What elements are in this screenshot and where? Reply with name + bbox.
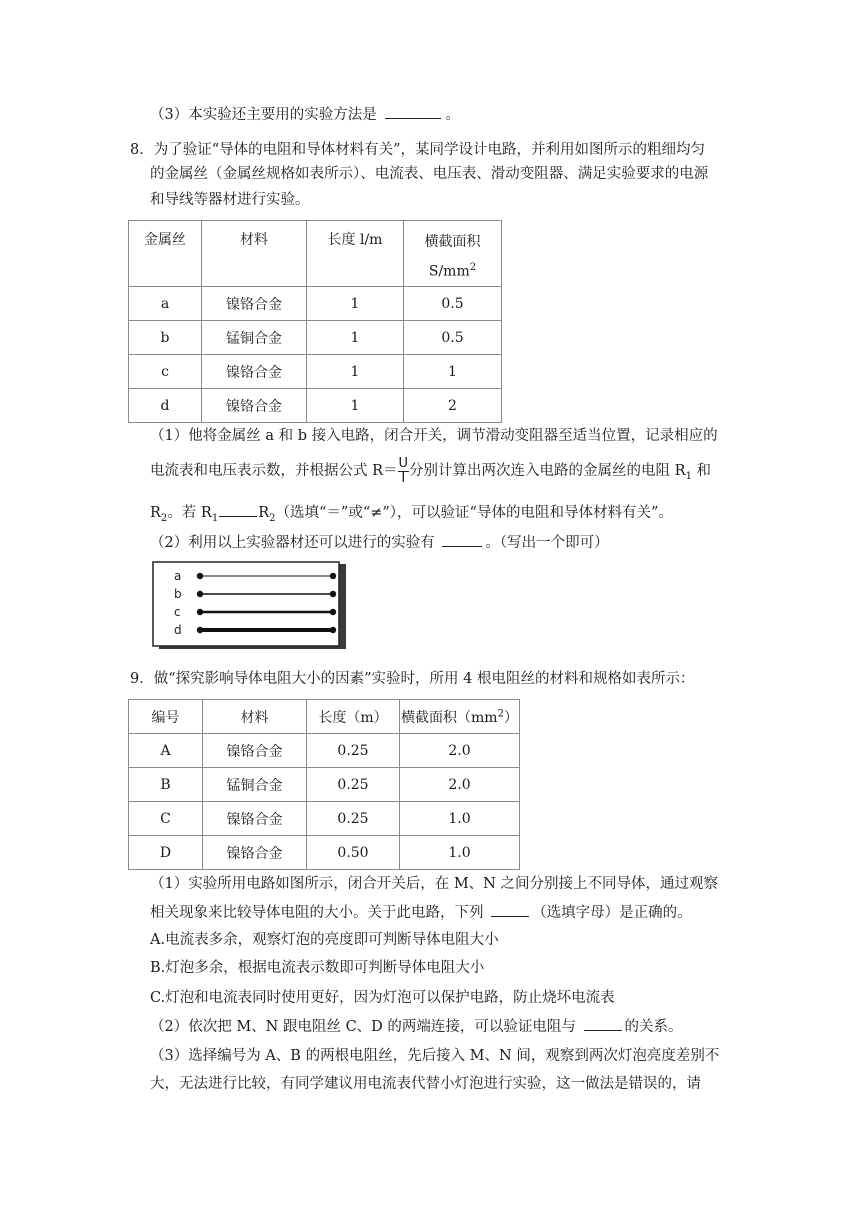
table-cell: 2.0 bbox=[400, 768, 520, 802]
table-cell: 0.5 bbox=[404, 287, 502, 321]
answer-blank[interactable] bbox=[584, 1016, 622, 1031]
table-cell: 0.5 bbox=[404, 321, 502, 355]
table-header: 材料 bbox=[203, 700, 307, 734]
metal-wires-figure bbox=[150, 561, 350, 651]
option-b: B.灯泡多余，根据电流表示数即可判断导体电阻大小 bbox=[150, 960, 485, 976]
wire-label-c: c bbox=[174, 605, 181, 619]
table-cell: 1 bbox=[404, 355, 502, 389]
table-cell: 0.25 bbox=[307, 734, 400, 768]
option-a: A.电流表多余，观察灯泡的亮度即可判断导体电阻大小 bbox=[150, 932, 499, 948]
table-header-area: 横截面积$(mm^2)$ bbox=[400, 700, 520, 734]
wire-label-d: d bbox=[174, 623, 182, 637]
answer-blank[interactable] bbox=[219, 502, 257, 517]
table-cell: 镍铬合金 bbox=[203, 734, 307, 768]
q8-intro-line1: 8．为了验证“导体的电阻和导体材料有关”，某同学设计电路，并利用如图所示的粗细均匀 bbox=[130, 142, 706, 158]
q9-intro: 9．做“探究影响导体电阻大小的因素”实验时，所用 4 根电阻丝的材料和规格如表所示： bbox=[130, 671, 695, 687]
q7-part3: （3）本实验还主要用的实验方法是 。 bbox=[150, 104, 460, 125]
wire-label-a: a bbox=[174, 569, 182, 583]
wire-c-right-terminal bbox=[330, 609, 336, 615]
table-row bbox=[129, 287, 502, 321]
table-cell: A bbox=[129, 734, 203, 768]
q8-intro-line2: 的金属丝（金属丝规格如表所示）、电流表、电压表、滑动变阻器、满足实验要求的电源 bbox=[150, 166, 709, 182]
table-cell: 镍铬合金 bbox=[203, 802, 307, 836]
table-cell: b bbox=[129, 321, 202, 355]
table-cell: C bbox=[129, 802, 203, 836]
wire-a-right-terminal bbox=[330, 573, 336, 579]
q8-metal-wire-table bbox=[128, 220, 502, 423]
table-cell: 1.0 bbox=[400, 836, 520, 870]
table-row bbox=[129, 355, 502, 389]
table-header: 金属丝 bbox=[129, 221, 202, 287]
table-header: 长度（m） bbox=[307, 700, 400, 734]
q9-part2: （2）依次把 M、N 跟电阻丝 C、D 的两端连接，可以验证电阻与 的关系。 bbox=[150, 1016, 683, 1037]
q8-intro-line3: 和导线等器材进行实验。 bbox=[150, 192, 310, 208]
table-cell: 0.25 bbox=[307, 802, 400, 836]
q9-part1-line2: 相关现象来比较导体电阻的大小。关于此电路，下列 （选填字母）是正确的。 bbox=[150, 902, 692, 923]
formula-fraction: $\frac{U}{I}$ bbox=[398, 455, 409, 486]
table-cell: 镍铬合金 bbox=[203, 836, 307, 870]
table-cell: 2.0 bbox=[400, 734, 520, 768]
table-row bbox=[129, 836, 520, 870]
table-cell: d bbox=[129, 389, 202, 423]
wire-label-b: b bbox=[174, 587, 182, 601]
table-header-row bbox=[129, 700, 520, 734]
wire-c-left-terminal bbox=[197, 609, 203, 615]
table-cell: 镍铬合金 bbox=[202, 389, 307, 423]
table-cell: 0.50 bbox=[307, 836, 400, 870]
table-header: 材料 bbox=[202, 221, 307, 287]
table-cell: 锰铜合金 bbox=[203, 768, 307, 802]
answer-blank[interactable] bbox=[385, 104, 441, 119]
table-cell: B bbox=[129, 768, 203, 802]
table-row bbox=[129, 321, 502, 355]
table-cell: c bbox=[129, 355, 202, 389]
wire-d-left-terminal bbox=[197, 627, 203, 633]
table-cell: 1 bbox=[307, 355, 404, 389]
q8-part2: （2）利用以上实验器材还可以进行的实验有 。（写出一个即可） bbox=[150, 532, 609, 553]
wire-b-right-terminal bbox=[330, 591, 336, 597]
table-cell: 1.0 bbox=[400, 802, 520, 836]
wire-b-left-terminal bbox=[197, 591, 203, 597]
option-c: C.灯泡和电流表同时使用更好，因为灯泡可以保护电路，防止烧坏电流表 bbox=[150, 990, 615, 1006]
table-cell: 2 bbox=[404, 389, 502, 423]
table-cell: 1 bbox=[307, 321, 404, 355]
q9-part3-line1: （3）选择编号为 A、B 的两根电阻丝，先后接入 M、N 间，观察到两次灯泡亮度差别不 bbox=[150, 1048, 720, 1064]
table-header: 长度 l/m bbox=[307, 221, 404, 287]
table-cell: 1 bbox=[307, 287, 404, 321]
table-row bbox=[129, 389, 502, 423]
table-cell: 锰铜合金 bbox=[202, 321, 307, 355]
q8-part1-line2: 电流表和电压表示数，并根据公式 R＝ $\frac{U}{I}$ 分别计算出两次连入电路的金属丝的电阻 $R_1$ 和 bbox=[150, 455, 712, 486]
table-cell: 0.25 bbox=[307, 768, 400, 802]
table-row bbox=[129, 768, 520, 802]
q9-resistance-wire-table bbox=[128, 699, 520, 870]
table-header: 编号 bbox=[129, 700, 203, 734]
table-cell: 镍铬合金 bbox=[202, 355, 307, 389]
table-row bbox=[129, 802, 520, 836]
table-header-row bbox=[129, 221, 502, 287]
table-header-area: 横截面积 $S/mm^2$ bbox=[404, 221, 502, 287]
answer-blank[interactable] bbox=[491, 902, 529, 917]
wire-a-left-terminal bbox=[197, 573, 203, 579]
answer-blank[interactable] bbox=[442, 532, 482, 547]
q9-part1-line1: （1）实验所用电路如图所示，闭合开关后，在 M、N 之间分别接上不同导体，通过观察 bbox=[150, 876, 718, 892]
table-cell: 1 bbox=[307, 389, 404, 423]
table-row bbox=[129, 734, 520, 768]
table-cell: 镍铬合金 bbox=[202, 287, 307, 321]
table-cell: a bbox=[129, 287, 202, 321]
q8-part1-line1: （1）他将金属丝 a 和 b 接入电路，闭合开关，调节滑动变阻器至适当位置，记录相应的 bbox=[150, 428, 718, 444]
q8-part1-line3: $R_2$。若 $R_1$ $R_2$（选填“＝”或“≠”），可以验证“导体的电阻和导体材料有关”。 bbox=[150, 502, 673, 529]
q9-part3-line2: 大，无法进行比较，有同学建议用电流表代替小灯泡进行实验，这一做法是错误的，请 bbox=[150, 1076, 701, 1092]
table-cell: D bbox=[129, 836, 203, 870]
wire-d-right-terminal bbox=[330, 627, 336, 633]
